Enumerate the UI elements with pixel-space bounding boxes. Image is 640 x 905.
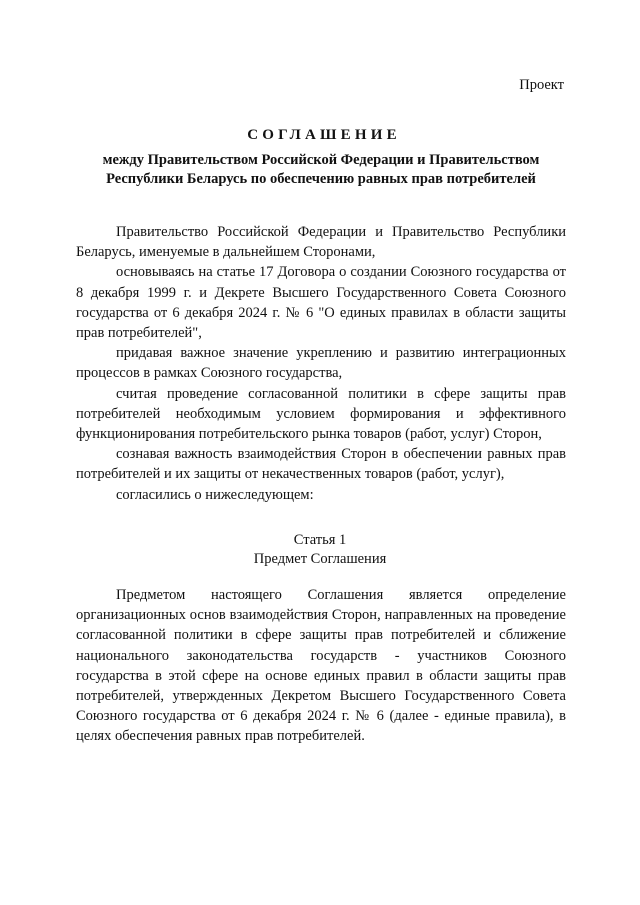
preamble-paragraph: сознавая важность взаимодействия Сторон в обеспечении равных прав потребителей и их защиты от некачественных товаров (работ, услуг),	[76, 446, 566, 483]
preamble	[76, 222, 566, 505]
preamble-paragraph: считая проведение согласованной политики в сфере защиты прав потребителей необходимым условием формирования и эффективного функционирования потребительского рынка товаров (работ, услуг) Сторон,	[76, 385, 566, 443]
document-subtitle: между Правительством Российской Федерации и Правительством Республики Беларусь по обеспечению равных прав потребителей	[102, 152, 540, 187]
preamble-paragraph: основываясь на статье 17 Договора о создании Союзного государства от 8 декабря 1999 г. и Декрете Высшего Государственного Совета Союзного государства от 6 декабря 2024 г. № 6 "О единых правилах в области защиты прав потребителей",	[76, 264, 566, 342]
article-name: Предмет Соглашения	[253, 551, 387, 567]
preamble-paragraph: придавая важное значение укреплению и развитию интеграционных процессов в рамках Союзного государства,	[76, 345, 566, 382]
draft-status-label: Проект	[519, 77, 564, 93]
document-title: СОГЛАШЕНИЕ	[247, 127, 401, 143]
article-number: Статья 1	[293, 532, 347, 548]
preamble-paragraph: Правительство Российской Федерации и Правительство Республики Беларусь, именуемые в дальнейшем Сторонами,	[76, 224, 566, 261]
preamble-paragraph: согласились о нижеследующем:	[116, 486, 314, 503]
article-paragraph: Предметом настоящего Соглашения является определение организационных основ взаимодействия Сторон, направленных на проведение согласованной политики в сфере защиты прав потребителей и сближение национального законодательства государств - участников Союзного государства в этой сфере на основе единых правил в области защиты прав потребителей, утвержденных Декретом Высшего Государственного Совета Союзного государства от 6 декабря 2024 г. № 6 (далее - единые правила), в целях обеспечения равных прав потребителей.	[76, 587, 566, 745]
article-body	[76, 585, 566, 747]
